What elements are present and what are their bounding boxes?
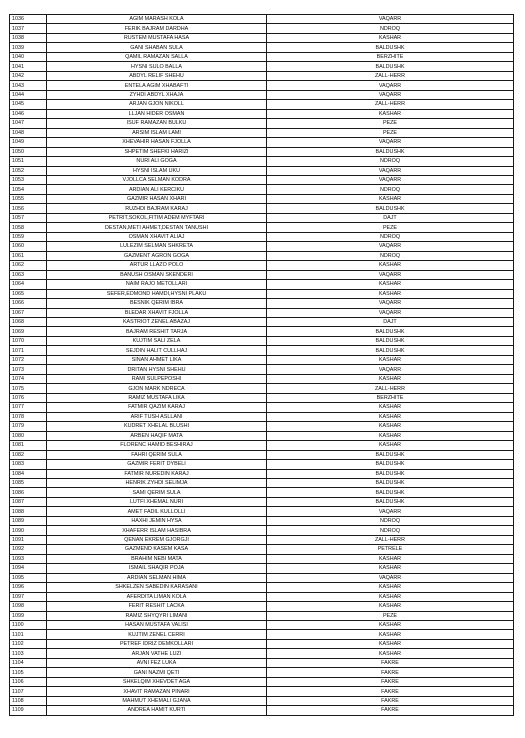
- village-cell: BALDUSHK: [267, 450, 514, 459]
- row-number-cell: 1044: [10, 90, 47, 99]
- owner-name-cell: OSMAN XHAVIT ALIAJ: [47, 232, 267, 241]
- document-sheet: [9, 14, 514, 716]
- owner-name-cell: ARIF TUSH ASLLANI: [47, 412, 267, 421]
- owner-name-cell: KUJTIM SALI ZELA: [47, 336, 267, 345]
- village-cell: KASHAR: [267, 554, 514, 563]
- village-cell: BALDUSHK: [267, 488, 514, 497]
- owner-name-cell: FATMIR QAZIM KARAJ: [47, 403, 267, 412]
- row-number-cell: 1058: [10, 223, 47, 232]
- table-row: [10, 365, 514, 374]
- table-row: [10, 621, 514, 630]
- table-row: [10, 185, 514, 194]
- row-number-cell: 1049: [10, 138, 47, 147]
- row-number-cell: 1063: [10, 270, 47, 279]
- row-number-cell: 1102: [10, 639, 47, 648]
- owner-name-cell: ARJAN GJON NIKOLL: [47, 100, 267, 109]
- table-row: [10, 393, 514, 402]
- owner-name-cell: ZYHDI ABDYL XHAJA: [47, 90, 267, 99]
- owner-name-cell: LLJAN HIDER OSMAN: [47, 109, 267, 118]
- owner-name-cell: GAZMIR HASAN XHARI: [47, 194, 267, 203]
- village-cell: ZALL-HERR: [267, 100, 514, 109]
- owner-name-cell: XHAVIT RAMAZAN PINARI: [47, 687, 267, 696]
- row-number-cell: 1050: [10, 147, 47, 156]
- table-row: [10, 194, 514, 203]
- row-number-cell: 1068: [10, 318, 47, 327]
- row-number-cell: 1053: [10, 175, 47, 184]
- village-cell: VAQARR: [267, 90, 514, 99]
- owner-name-cell: LUTFI XHEMAL NURI: [47, 497, 267, 506]
- row-number-cell: 1088: [10, 507, 47, 516]
- row-number-cell: 1076: [10, 393, 47, 402]
- owner-name-cell: FATMIR NUREDIN KARAJ: [47, 469, 267, 478]
- row-number-cell: 1064: [10, 280, 47, 289]
- table-row: [10, 516, 514, 525]
- row-number-cell: 1083: [10, 460, 47, 469]
- owner-name-cell: SHKELQIM XHEVDET AGA: [47, 677, 267, 686]
- row-number-cell: 1105: [10, 668, 47, 677]
- row-number-cell: 1109: [10, 706, 47, 715]
- table-row: [10, 658, 514, 667]
- village-cell: BALDUSHK: [267, 346, 514, 355]
- village-cell: KASHAR: [267, 33, 514, 42]
- row-number-cell: 1095: [10, 573, 47, 582]
- owner-name-cell: SINAN AHMET LIKA: [47, 355, 267, 364]
- owner-name-cell: SHPETIM SHEFKI HARIZI: [47, 147, 267, 156]
- table-row: [10, 346, 514, 355]
- records-table: [9, 14, 514, 716]
- table-row: [10, 251, 514, 260]
- table-row: [10, 128, 514, 137]
- table-row: [10, 90, 514, 99]
- village-cell: KASHAR: [267, 649, 514, 658]
- table-row: [10, 43, 514, 52]
- owner-name-cell: GANI SHABAN SULA: [47, 43, 267, 52]
- village-cell: NDROQ: [267, 24, 514, 33]
- village-cell: NDROQ: [267, 157, 514, 166]
- row-number-cell: 1071: [10, 346, 47, 355]
- row-number-cell: 1036: [10, 15, 47, 24]
- records-table-body: [10, 15, 514, 716]
- owner-name-cell: BAJRAM RESHIT TARJA: [47, 327, 267, 336]
- owner-name-cell: ARSIM ISLAM LAMI: [47, 128, 267, 137]
- owner-name-cell: FERIK BAJRAM DARDHA: [47, 24, 267, 33]
- owner-name-cell: HASAN MUSTAFA VALISI: [47, 621, 267, 630]
- row-number-cell: 1066: [10, 299, 47, 308]
- table-row: [10, 280, 514, 289]
- village-cell: NDROQ: [267, 526, 514, 535]
- table-row: [10, 318, 514, 327]
- owner-name-cell: RAMIZ MUSTAFA LIKA: [47, 393, 267, 402]
- village-cell: FAKRE: [267, 687, 514, 696]
- row-number-cell: 1048: [10, 128, 47, 137]
- table-row: [10, 460, 514, 469]
- owner-name-cell: SEFER,EDMOND HAMDI,HYSNI PLAKU: [47, 289, 267, 298]
- row-number-cell: 1097: [10, 592, 47, 601]
- village-cell: KASHAR: [267, 194, 514, 203]
- table-row: [10, 204, 514, 213]
- table-row: [10, 696, 514, 705]
- table-row: [10, 564, 514, 573]
- table-row: [10, 261, 514, 270]
- table-row: [10, 270, 514, 279]
- owner-name-cell: AVNI FEZ LUKA: [47, 658, 267, 667]
- owner-name-cell: HYSNI ISLAM UKU: [47, 166, 267, 175]
- owner-name-cell: ARTUR LLAZO POLO: [47, 261, 267, 270]
- table-row: [10, 583, 514, 592]
- row-number-cell: 1062: [10, 261, 47, 270]
- table-row: [10, 526, 514, 535]
- village-cell: VAQARR: [267, 299, 514, 308]
- owner-name-cell: ARDIAN SELMAN HIMA: [47, 573, 267, 582]
- village-cell: ZALL-HERR: [267, 71, 514, 80]
- table-row: [10, 355, 514, 364]
- table-row: [10, 602, 514, 611]
- owner-name-cell: ARDIAN ALI KERCIKU: [47, 185, 267, 194]
- row-number-cell: 1106: [10, 677, 47, 686]
- village-cell: KASHAR: [267, 280, 514, 289]
- row-number-cell: 1092: [10, 545, 47, 554]
- row-number-cell: 1082: [10, 450, 47, 459]
- table-row: [10, 119, 514, 128]
- table-row: [10, 431, 514, 440]
- village-cell: FAKRE: [267, 677, 514, 686]
- owner-name-cell: QAMIL RAMAZAN SALLA: [47, 52, 267, 61]
- table-row: [10, 33, 514, 42]
- village-cell: KASHAR: [267, 355, 514, 364]
- table-row: [10, 535, 514, 544]
- row-number-cell: 1043: [10, 81, 47, 90]
- row-number-cell: 1070: [10, 336, 47, 345]
- table-row: [10, 706, 514, 715]
- table-row: [10, 138, 514, 147]
- row-number-cell: 1039: [10, 43, 47, 52]
- owner-name-cell: BANUSH OSMAN SKENDERI: [47, 270, 267, 279]
- village-cell: VAQARR: [267, 507, 514, 516]
- village-cell: PEZE: [267, 611, 514, 620]
- table-row: [10, 507, 514, 516]
- village-cell: BALDUSHK: [267, 497, 514, 506]
- owner-name-cell: AMET FADIL KULLOLLI: [47, 507, 267, 516]
- village-cell: PEZE: [267, 128, 514, 137]
- row-number-cell: 1042: [10, 71, 47, 80]
- owner-name-cell: ARJAN VATHE LUZI: [47, 649, 267, 658]
- village-cell: NDROQ: [267, 516, 514, 525]
- owner-name-cell: SAMI QERIM SULA: [47, 488, 267, 497]
- village-cell: VAQARR: [267, 138, 514, 147]
- owner-name-cell: KUDRET XHELAL BLUSHI: [47, 422, 267, 431]
- village-cell: FAKRE: [267, 706, 514, 715]
- row-number-cell: 1047: [10, 119, 47, 128]
- owner-name-cell: HAXHI JEMIN HYSA: [47, 516, 267, 525]
- owner-name-cell: HYSNI SULO BALLA: [47, 62, 267, 71]
- row-number-cell: 1072: [10, 355, 47, 364]
- village-cell: KASHAR: [267, 564, 514, 573]
- row-number-cell: 1085: [10, 478, 47, 487]
- owner-name-cell: DRITAN HYSNI SHEHU: [47, 365, 267, 374]
- village-cell: BALDUSHK: [267, 147, 514, 156]
- table-row: [10, 232, 514, 241]
- owner-name-cell: RAMI SULPEPOSHI: [47, 374, 267, 383]
- owner-name-cell: SEJDIN HALIT CULLHAJ: [47, 346, 267, 355]
- village-cell: KASHAR: [267, 639, 514, 648]
- village-cell: DAJT: [267, 213, 514, 222]
- row-number-cell: 1055: [10, 194, 47, 203]
- row-number-cell: 1079: [10, 422, 47, 431]
- table-row: [10, 687, 514, 696]
- table-row: [10, 412, 514, 421]
- village-cell: DAJT: [267, 318, 514, 327]
- village-cell: FAKRE: [267, 668, 514, 677]
- table-row: [10, 630, 514, 639]
- village-cell: FAKRE: [267, 658, 514, 667]
- row-number-cell: 1074: [10, 374, 47, 383]
- row-number-cell: 1096: [10, 583, 47, 592]
- owner-name-cell: FLORENC HAMID BESHIRAJ: [47, 441, 267, 450]
- village-cell: VAQARR: [267, 573, 514, 582]
- village-cell: KASHAR: [267, 592, 514, 601]
- village-cell: KASHAR: [267, 109, 514, 118]
- village-cell: PEZE: [267, 119, 514, 128]
- table-row: [10, 157, 514, 166]
- owner-name-cell: NURI ALI GOGA: [47, 157, 267, 166]
- owner-name-cell: GJON MARK NDRECA: [47, 384, 267, 393]
- owner-name-cell: LULEZIM SELMAN SHKRETA: [47, 242, 267, 251]
- village-cell: KASHAR: [267, 602, 514, 611]
- owner-name-cell: GANI NAZMI QETI: [47, 668, 267, 677]
- village-cell: ZALL-HERR: [267, 384, 514, 393]
- row-number-cell: 1108: [10, 696, 47, 705]
- row-number-cell: 1052: [10, 166, 47, 175]
- table-row: [10, 147, 514, 156]
- owner-name-cell: BRAHIM NEBI MATA: [47, 554, 267, 563]
- row-number-cell: 1065: [10, 289, 47, 298]
- owner-name-cell: RAMIZ SHYQYRI LIMANI: [47, 611, 267, 620]
- table-row: [10, 649, 514, 658]
- owner-name-cell: RUZHDI BAJRAM KARAJ: [47, 204, 267, 213]
- village-cell: FAKRE: [267, 696, 514, 705]
- owner-name-cell: AFERDITA LIMAN KOLA: [47, 592, 267, 601]
- row-number-cell: 1040: [10, 52, 47, 61]
- village-cell: PEZE: [267, 223, 514, 232]
- row-number-cell: 1101: [10, 630, 47, 639]
- village-cell: KASHAR: [267, 431, 514, 440]
- owner-name-cell: ISUF RAMAZAN BULKU: [47, 119, 267, 128]
- village-cell: NDROQ: [267, 232, 514, 241]
- table-row: [10, 52, 514, 61]
- table-row: [10, 668, 514, 677]
- village-cell: VAQARR: [267, 242, 514, 251]
- village-cell: VAQARR: [267, 175, 514, 184]
- owner-name-cell: BESNIK QERIM IBRA: [47, 299, 267, 308]
- owner-name-cell: PETRIT,SOKOL,FITIM ADEM MYFTARI: [47, 213, 267, 222]
- owner-name-cell: AGIM MARASH KOLA: [47, 15, 267, 24]
- table-row: [10, 677, 514, 686]
- row-number-cell: 1100: [10, 621, 47, 630]
- village-cell: BALDUSHK: [267, 62, 514, 71]
- village-cell: KASHAR: [267, 261, 514, 270]
- village-cell: BALDUSHK: [267, 478, 514, 487]
- table-row: [10, 545, 514, 554]
- owner-name-cell: DESTAN,METI AHMET,DESTAN TANUSHI: [47, 223, 267, 232]
- table-row: [10, 374, 514, 383]
- table-row: [10, 15, 514, 24]
- village-cell: BALDUSHK: [267, 336, 514, 345]
- table-row: [10, 469, 514, 478]
- village-cell: KASHAR: [267, 630, 514, 639]
- table-row: [10, 213, 514, 222]
- table-row: [10, 639, 514, 648]
- row-number-cell: 1093: [10, 554, 47, 563]
- owner-name-cell: PETREF IDRIZ DEMKOLLARI: [47, 639, 267, 648]
- table-row: [10, 554, 514, 563]
- row-number-cell: 1067: [10, 308, 47, 317]
- row-number-cell: 1037: [10, 24, 47, 33]
- table-row: [10, 497, 514, 506]
- village-cell: KASHAR: [267, 412, 514, 421]
- village-cell: VAQARR: [267, 365, 514, 374]
- table-row: [10, 450, 514, 459]
- table-row: [10, 299, 514, 308]
- table-row: [10, 175, 514, 184]
- table-row: [10, 223, 514, 232]
- row-number-cell: 1080: [10, 431, 47, 440]
- table-row: [10, 289, 514, 298]
- village-cell: KASHAR: [267, 441, 514, 450]
- owner-name-cell: ARBEN HAQIF MATA: [47, 431, 267, 440]
- table-row: [10, 71, 514, 80]
- owner-name-cell: GAZMIR FERIT DYBELI: [47, 460, 267, 469]
- row-number-cell: 1086: [10, 488, 47, 497]
- owner-name-cell: MAHMUT XHEMALI GJANA: [47, 696, 267, 705]
- owner-name-cell: XHEVAHIR HASAN FJOLLA: [47, 138, 267, 147]
- row-number-cell: 1041: [10, 62, 47, 71]
- row-number-cell: 1056: [10, 204, 47, 213]
- row-number-cell: 1107: [10, 687, 47, 696]
- row-number-cell: 1087: [10, 497, 47, 506]
- row-number-cell: 1073: [10, 365, 47, 374]
- row-number-cell: 1099: [10, 611, 47, 620]
- village-cell: NDROQ: [267, 251, 514, 260]
- row-number-cell: 1045: [10, 100, 47, 109]
- row-number-cell: 1103: [10, 649, 47, 658]
- village-cell: VAQARR: [267, 15, 514, 24]
- table-row: [10, 81, 514, 90]
- row-number-cell: 1075: [10, 384, 47, 393]
- village-cell: PETRELE: [267, 545, 514, 554]
- owner-name-cell: ABDYL RELIF SHEHU: [47, 71, 267, 80]
- row-number-cell: 1078: [10, 412, 47, 421]
- table-row: [10, 384, 514, 393]
- row-number-cell: 1038: [10, 33, 47, 42]
- row-number-cell: 1098: [10, 602, 47, 611]
- village-cell: NDROQ: [267, 185, 514, 194]
- village-cell: BALDUSHK: [267, 469, 514, 478]
- village-cell: BALDUSHK: [267, 460, 514, 469]
- row-number-cell: 1094: [10, 564, 47, 573]
- table-row: [10, 422, 514, 431]
- table-row: [10, 62, 514, 71]
- owner-name-cell: XHAFERR ISLAM HASIBRA: [47, 526, 267, 535]
- village-cell: BALDUSHK: [267, 43, 514, 52]
- village-cell: VAQARR: [267, 166, 514, 175]
- row-number-cell: 1081: [10, 441, 47, 450]
- village-cell: ZALL-HERR: [267, 535, 514, 544]
- table-row: [10, 24, 514, 33]
- owner-name-cell: ENTELA AGIM XHABAFTI: [47, 81, 267, 90]
- row-number-cell: 1090: [10, 526, 47, 535]
- village-cell: KASHAR: [267, 403, 514, 412]
- village-cell: BERZHITE: [267, 393, 514, 402]
- table-row: [10, 336, 514, 345]
- owner-name-cell: QENAN EKREM GJORGJI: [47, 535, 267, 544]
- village-cell: BERZHITE: [267, 52, 514, 61]
- owner-name-cell: RUSTEM MUSTAFA HASA: [47, 33, 267, 42]
- village-cell: VAQARR: [267, 308, 514, 317]
- village-cell: KASHAR: [267, 621, 514, 630]
- village-cell: KASHAR: [267, 422, 514, 431]
- owner-name-cell: BLEDAR XHAVIT FJOLLA: [47, 308, 267, 317]
- row-number-cell: 1069: [10, 327, 47, 336]
- village-cell: KASHAR: [267, 374, 514, 383]
- table-row: [10, 478, 514, 487]
- row-number-cell: 1104: [10, 658, 47, 667]
- table-row: [10, 327, 514, 336]
- table-row: [10, 573, 514, 582]
- owner-name-cell: GAZMEND KASEM KASA: [47, 545, 267, 554]
- row-number-cell: 1084: [10, 469, 47, 478]
- row-number-cell: 1046: [10, 109, 47, 118]
- row-number-cell: 1051: [10, 157, 47, 166]
- owner-name-cell: ANDREA HAMIT KURTI: [47, 706, 267, 715]
- village-cell: BALDUSHK: [267, 204, 514, 213]
- row-number-cell: 1061: [10, 251, 47, 260]
- owner-name-cell: FERIT RESHIT LACKA: [47, 602, 267, 611]
- table-row: [10, 308, 514, 317]
- row-number-cell: 1091: [10, 535, 47, 544]
- row-number-cell: 1057: [10, 213, 47, 222]
- table-row: [10, 100, 514, 109]
- owner-name-cell: SHKELZEN SABEDIN KARASANI: [47, 583, 267, 592]
- village-cell: VAQARR: [267, 81, 514, 90]
- village-cell: KASHAR: [267, 583, 514, 592]
- table-row: [10, 403, 514, 412]
- row-number-cell: 1089: [10, 516, 47, 525]
- table-row: [10, 109, 514, 118]
- row-number-cell: 1077: [10, 403, 47, 412]
- owner-name-cell: VJOLLCA SELMAN KODRA: [47, 175, 267, 184]
- table-row: [10, 166, 514, 175]
- village-cell: KASHAR: [267, 289, 514, 298]
- row-number-cell: 1054: [10, 185, 47, 194]
- table-row: [10, 441, 514, 450]
- owner-name-cell: KASTRIOT ZENEL ABAZAJ: [47, 318, 267, 327]
- village-cell: VAQARR: [267, 270, 514, 279]
- owner-name-cell: ISMAIL SHAQIR POJA: [47, 564, 267, 573]
- owner-name-cell: NAIM RAJO METOLLARI: [47, 280, 267, 289]
- table-row: [10, 611, 514, 620]
- row-number-cell: 1059: [10, 232, 47, 241]
- owner-name-cell: KUJTIM ZENEL CERRI: [47, 630, 267, 639]
- owner-name-cell: FAHRI QERIM SULA: [47, 450, 267, 459]
- owner-name-cell: HENRIK ZYHDI SELIMJA: [47, 478, 267, 487]
- table-row: [10, 488, 514, 497]
- table-row: [10, 242, 514, 251]
- owner-name-cell: GAZMENT AGRON GOGA: [47, 251, 267, 260]
- village-cell: BALDUSHK: [267, 327, 514, 336]
- table-row: [10, 592, 514, 601]
- row-number-cell: 1060: [10, 242, 47, 251]
